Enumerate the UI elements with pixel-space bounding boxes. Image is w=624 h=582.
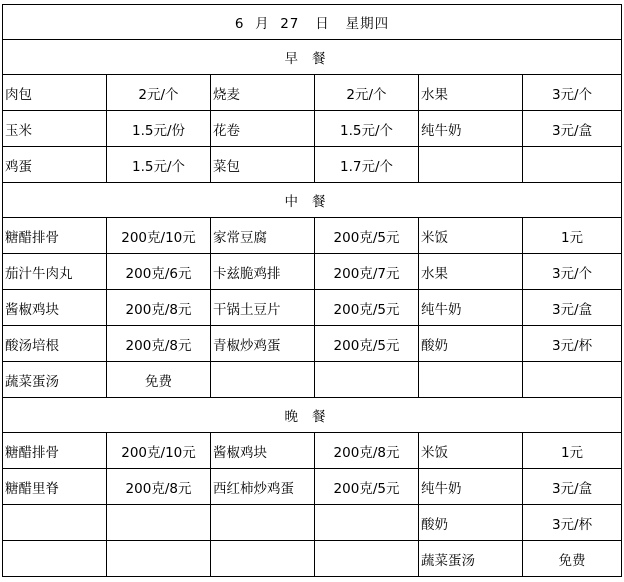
item-cell[interactable] xyxy=(419,147,523,183)
date-header-row xyxy=(3,5,622,40)
item-cell[interactable]: 青椒炒鸡蛋 xyxy=(211,326,315,362)
item-cell[interactable]: 鸡蛋 xyxy=(3,147,107,183)
price-cell[interactable]: 3元/杯 xyxy=(523,505,622,541)
price-cell[interactable]: 200克/7元 xyxy=(315,254,419,290)
item-cell[interactable]: 烧麦 xyxy=(211,75,315,111)
date-month-unit: 月 xyxy=(255,16,270,32)
price-cell[interactable]: 免费 xyxy=(107,362,211,398)
table-row xyxy=(3,75,622,111)
price-cell[interactable]: 200克/8元 xyxy=(107,469,211,505)
item-cell[interactable] xyxy=(419,362,523,398)
table-row xyxy=(3,326,622,362)
breakfast-header-row xyxy=(3,40,622,75)
item-cell[interactable]: 纯牛奶 xyxy=(419,290,523,326)
table-row xyxy=(3,147,622,183)
item-cell[interactable] xyxy=(211,541,315,577)
item-cell[interactable]: 玉米 xyxy=(3,111,107,147)
table-row xyxy=(3,362,622,398)
price-cell[interactable]: 1元 xyxy=(523,218,622,254)
price-cell[interactable]: 3元/盒 xyxy=(523,290,622,326)
item-cell[interactable]: 酸奶 xyxy=(419,505,523,541)
date-day: 27 xyxy=(280,16,300,32)
item-cell[interactable]: 糖醋排骨 xyxy=(3,433,107,469)
table-row xyxy=(3,254,622,290)
price-cell[interactable] xyxy=(315,505,419,541)
price-cell[interactable]: 免费 xyxy=(523,541,622,577)
price-cell[interactable]: 200克/8元 xyxy=(315,433,419,469)
price-cell[interactable]: 200克/5元 xyxy=(315,290,419,326)
price-cell[interactable]: 1元 xyxy=(523,433,622,469)
item-cell[interactable]: 酱椒鸡块 xyxy=(3,290,107,326)
item-cell[interactable]: 纯牛奶 xyxy=(419,469,523,505)
item-cell[interactable]: 菜包 xyxy=(211,147,315,183)
table-row xyxy=(3,541,622,577)
item-cell[interactable]: 花卷 xyxy=(211,111,315,147)
date-month: 6 xyxy=(234,16,245,32)
item-cell[interactable]: 米饭 xyxy=(419,218,523,254)
price-cell[interactable]: 200克/8元 xyxy=(107,290,211,326)
price-cell[interactable]: 3元/杯 xyxy=(523,326,622,362)
price-cell[interactable]: 2元/个 xyxy=(315,75,419,111)
item-cell[interactable]: 水果 xyxy=(419,75,523,111)
item-cell[interactable]: 西红柿炒鸡蛋 xyxy=(211,469,315,505)
item-cell[interactable]: 肉包 xyxy=(3,75,107,111)
table-row xyxy=(3,433,622,469)
item-cell[interactable] xyxy=(3,505,107,541)
item-cell[interactable]: 卡兹脆鸡排 xyxy=(211,254,315,290)
table-row xyxy=(3,469,622,505)
price-cell[interactable]: 3元/盒 xyxy=(523,111,622,147)
item-cell[interactable]: 糖醋排骨 xyxy=(3,218,107,254)
price-cell[interactable]: 200克/10元 xyxy=(107,433,211,469)
price-cell[interactable] xyxy=(523,362,622,398)
item-cell[interactable]: 水果 xyxy=(419,254,523,290)
price-cell[interactable]: 200克/5元 xyxy=(315,469,419,505)
item-cell[interactable]: 酸奶 xyxy=(419,326,523,362)
price-cell[interactable]: 200克/5元 xyxy=(315,326,419,362)
date-weekday: 星期四 xyxy=(345,16,390,32)
table-row xyxy=(3,290,622,326)
price-cell[interactable]: 3元/个 xyxy=(523,254,622,290)
menu-sheet xyxy=(2,4,622,577)
item-cell[interactable]: 酸汤培根 xyxy=(3,326,107,362)
table-row xyxy=(3,218,622,254)
price-cell[interactable] xyxy=(315,362,419,398)
price-cell[interactable]: 2元/个 xyxy=(107,75,211,111)
price-cell[interactable] xyxy=(523,147,622,183)
price-cell[interactable]: 1.5元/个 xyxy=(107,147,211,183)
date-day-unit: 日 xyxy=(315,16,330,32)
price-cell[interactable]: 1.5元/个 xyxy=(315,111,419,147)
item-cell[interactable]: 蔬菜蛋汤 xyxy=(419,541,523,577)
price-cell[interactable] xyxy=(107,541,211,577)
breakfast-header[interactable]: 早餐 xyxy=(3,40,622,75)
price-cell[interactable]: 3元/个 xyxy=(523,75,622,111)
price-cell[interactable]: 3元/盒 xyxy=(523,469,622,505)
item-cell[interactable] xyxy=(211,505,315,541)
price-cell[interactable]: 200克/10元 xyxy=(107,218,211,254)
price-cell[interactable]: 200克/8元 xyxy=(107,326,211,362)
menu-body xyxy=(3,5,622,577)
item-cell[interactable]: 米饭 xyxy=(419,433,523,469)
lunch-header[interactable]: 中餐 xyxy=(3,183,622,218)
table-row xyxy=(3,111,622,147)
item-cell[interactable]: 糖醋里脊 xyxy=(3,469,107,505)
table-row xyxy=(3,505,622,541)
item-cell[interactable] xyxy=(211,362,315,398)
item-cell[interactable] xyxy=(3,541,107,577)
item-cell[interactable]: 蔬菜蛋汤 xyxy=(3,362,107,398)
price-cell[interactable] xyxy=(315,541,419,577)
price-cell[interactable]: 200克/6元 xyxy=(107,254,211,290)
item-cell[interactable]: 纯牛奶 xyxy=(419,111,523,147)
price-cell[interactable] xyxy=(107,505,211,541)
lunch-header-row xyxy=(3,183,622,218)
dinner-header[interactable]: 晚餐 xyxy=(3,398,622,433)
item-cell[interactable]: 干锅土豆片 xyxy=(211,290,315,326)
date-title[interactable] xyxy=(3,5,622,40)
item-cell[interactable]: 茄汁牛肉丸 xyxy=(3,254,107,290)
price-cell[interactable]: 1.5元/份 xyxy=(107,111,211,147)
item-cell[interactable]: 酱椒鸡块 xyxy=(211,433,315,469)
dinner-header-row xyxy=(3,398,622,433)
item-cell[interactable]: 家常豆腐 xyxy=(211,218,315,254)
price-cell[interactable]: 200克/5元 xyxy=(315,218,419,254)
price-cell[interactable]: 1.7元/个 xyxy=(315,147,419,183)
